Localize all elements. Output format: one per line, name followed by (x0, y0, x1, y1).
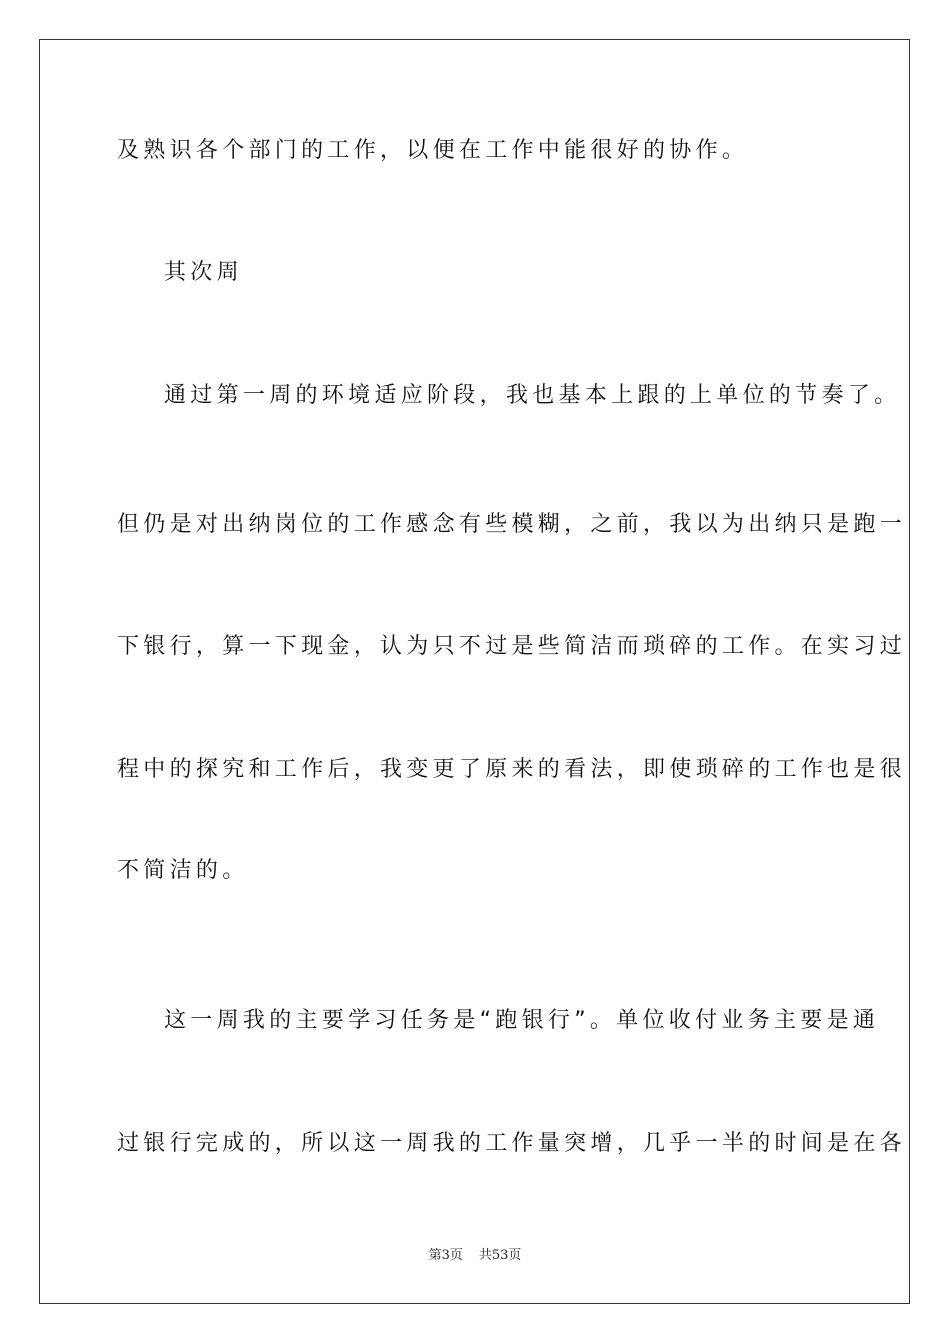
current-page-label: 第3页 (428, 1248, 463, 1263)
page-border (39, 39, 910, 1304)
paragraph-line-6: 不简洁的。 (117, 858, 249, 883)
page-footer (0, 1247, 950, 1265)
paragraph-line-3: 但仍是对出纳岗位的工作感念有些模糊，之前，我以为出纳只是跑一 (117, 512, 907, 537)
paragraph-line-8: 过银行完成的，所以这一周我的工作量突增，几乎一半的时间是在各 (117, 1131, 907, 1156)
paragraph-line-5: 程中的探究和工作后，我变更了原来的看法，即使琐碎的工作也是很 (117, 757, 907, 782)
paragraph-line-4: 下银行，算一下现金，认为只不过是些简洁而琐碎的工作。在实习过 (117, 634, 907, 659)
section-heading: 其次周 (164, 260, 243, 285)
paragraph-line-2: 通过第一周的环境适应阶段，我也基本上跟的上单位的节奏了。 (164, 383, 901, 408)
paragraph-line-7: 这一周我的主要学习任务是“跑银行”。单位收付业务主要是通 (164, 1008, 880, 1033)
total-pages-label: 共53页 (478, 1248, 522, 1263)
paragraph-line-1: 及熟识各个部门的工作，以便在工作中能很好的协作。 (117, 138, 749, 163)
